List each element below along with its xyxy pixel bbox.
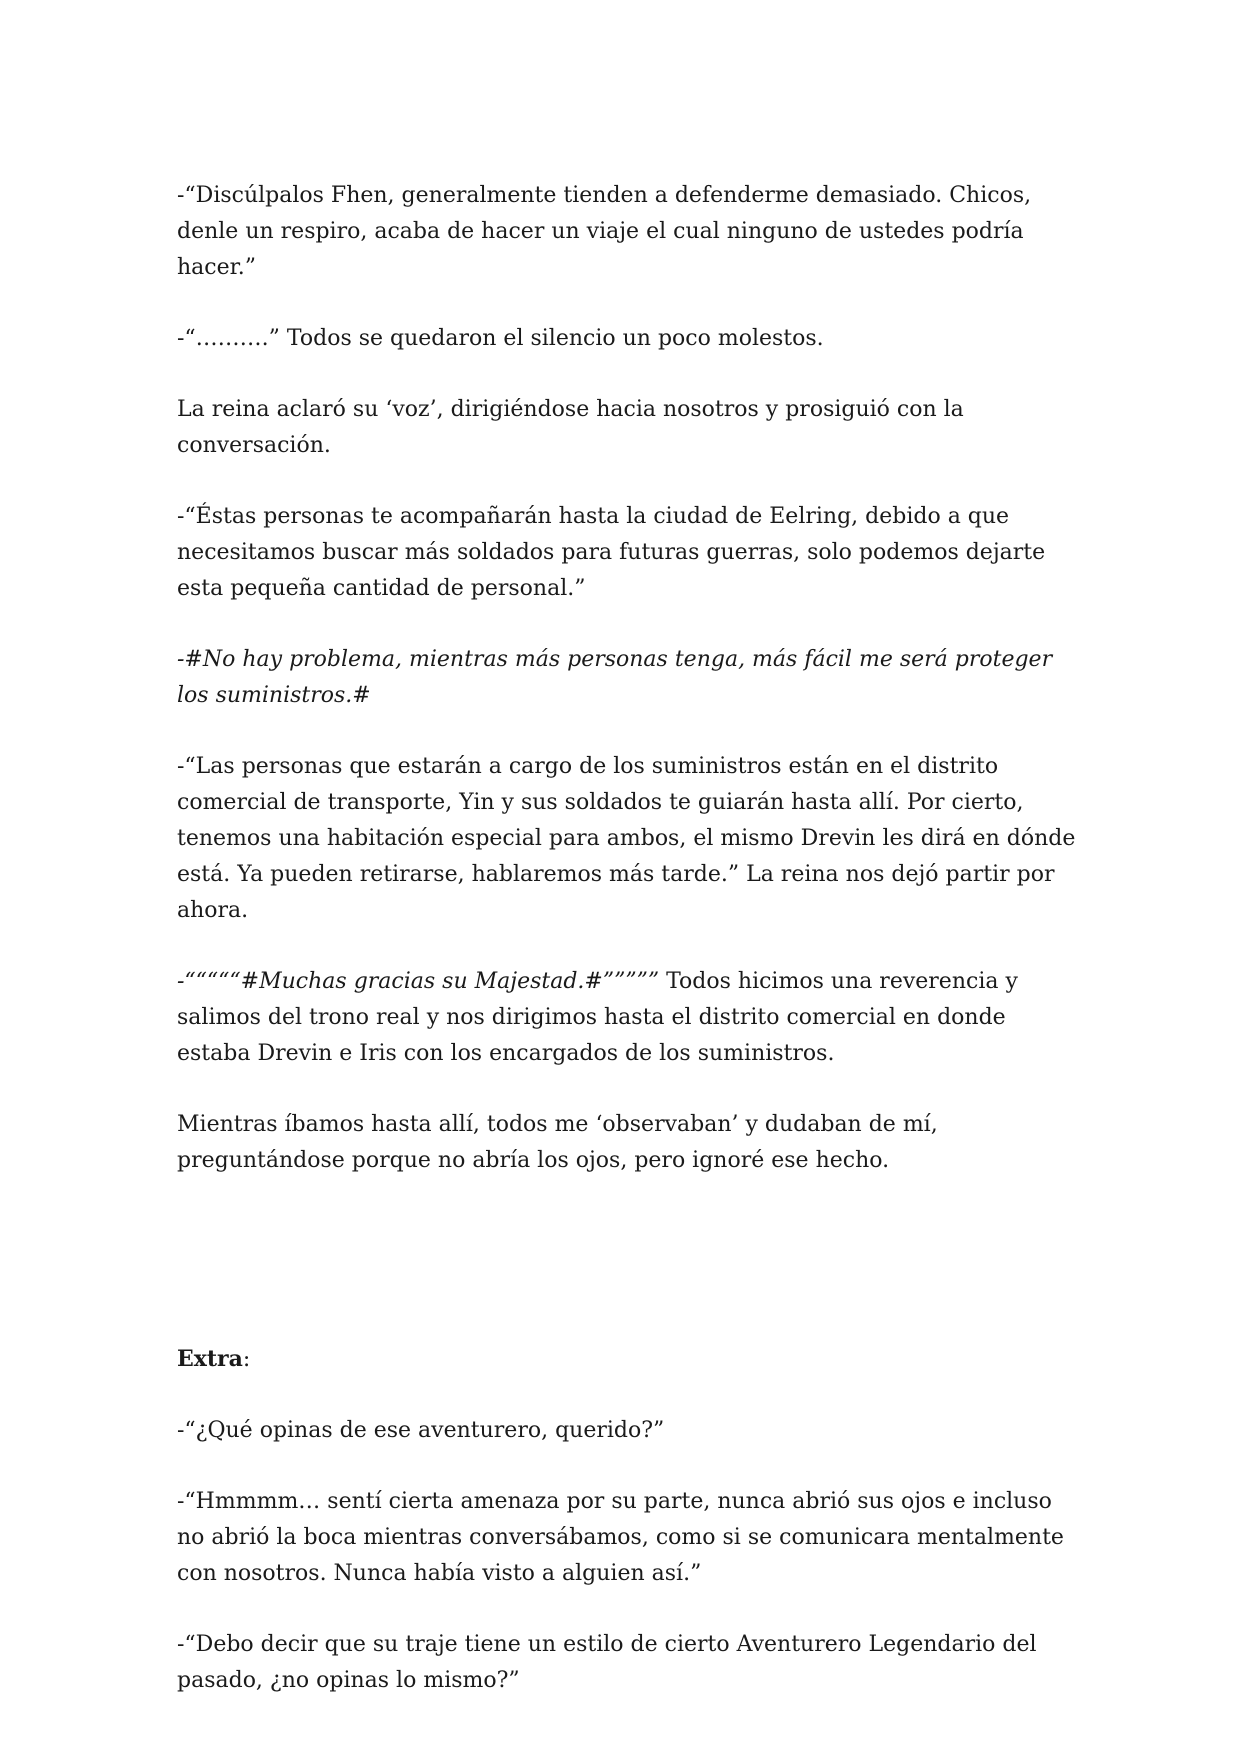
extra-heading-label: Extra — [177, 1346, 243, 1372]
extra-heading-colon: : — [242, 1347, 251, 1372]
thought-paragraph: -#No hay problema, mientras más personas tenga, más fácil me será proteger los suministros.# — [177, 647, 1053, 708]
section-gap — [177, 1214, 1077, 1341]
document-page — [177, 178, 1077, 1734]
paragraph: -“Las personas que estarán a cargo de los suministros están en el distrito comercial de transporte, Yin y sus soldados te guiarán hasta allí. Por cierto, tenemos una habitación especial para ambos, el mismo Drevin les dirá en dónde está. Ya pueden retirarse, hablaremos más tarde.” La reina nos dejó partir por ahora. — [177, 754, 1076, 923]
paragraph: -“……….” Todos se quedaron el silencio un poco molestos. — [177, 326, 824, 351]
paragraph: La reina aclaró su ‘voz’, dirigiéndose hacia nosotros y prosiguió con la conversación. — [177, 397, 964, 458]
extra-heading — [177, 1341, 1077, 1378]
paragraph: -“Hmmmm… sentí cierta amenaza por su parte, nunca abrió sus ojos e incluso no abrió la boca mientras conversábamos, como si se comunicara mentalmente con nosotros. Nunca había visto a alguien así.” — [177, 1489, 1064, 1586]
paragraph: Mientras íbamos hasta allí, todos me ‘observaban’ y dudaban de mí, preguntándose porque no abría los ojos, pero ignoré ese hecho. — [177, 1112, 938, 1173]
paragraph: -“Éstas personas te acompañarán hasta la ciudad de Eelring, debido a que necesitamos buscar más soldados para futuras guerras, solo podemos dejarte esta pequeña cantidad de personal.” — [177, 504, 1046, 601]
paragraph: -“Debo decir que su traje tiene un estilo de cierto Aventurero Legendario del pasado, ¿no opinas lo mismo?” — [177, 1632, 1037, 1693]
paragraph: -“¿Qué opinas de ese aventurero, querido?” — [177, 1418, 665, 1443]
thought-text: -“““““#Muchas gracias su Majestad.#””””” — [177, 969, 660, 994]
paragraph-mixed — [177, 964, 1077, 1072]
paragraph: -“Discúlpalos Fhen, generalmente tienden a defenderme demasiado. Chicos, denle un respiro, acaba de hacer un viaje el cual ninguno de ustedes podría hacer.” — [177, 183, 1032, 280]
narration-text: Todos hicimos una reverencia y salimos del trono real y nos dirigimos hasta el distrito comercial en donde estaba Drevin e Iris con los encargados de los suministros. — [177, 969, 1018, 1066]
